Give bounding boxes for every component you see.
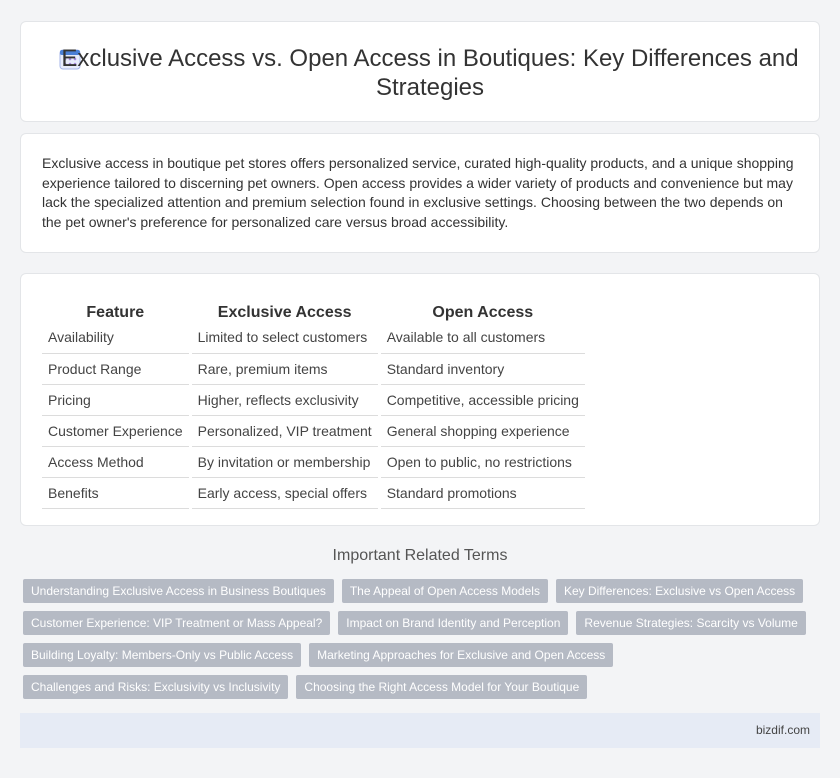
table-cell: Standard inventory [381,353,585,384]
footer [20,713,820,748]
table-cell: Early access, special offers [192,477,378,508]
related-term-link[interactable]: Understanding Exclusive Access in Business Boutiques [23,579,334,603]
table-header-row [42,295,585,322]
table-cell: General shopping experience [381,415,585,446]
table-cell: Access Method [42,446,189,477]
table-cell: Pricing [42,384,189,415]
table-cell: Customer Experience [42,415,189,446]
table-row [42,477,585,508]
table-cell: Rare, premium items [192,353,378,384]
related-term-link[interactable]: Impact on Brand Identity and Perception [338,611,568,635]
table-row [42,353,585,384]
related-term-link[interactable]: Customer Experience: VIP Treatment or Mass Appeal? [23,611,330,635]
table-cell: By invitation or membership [192,446,378,477]
related-term-link[interactable]: Building Loyalty: Members-Only vs Public Access [23,643,301,667]
tag-row [23,643,613,667]
table-cell: Limited to select customers [192,322,378,353]
title-card [20,21,820,122]
tag-row [23,675,587,699]
table-row [42,384,585,415]
table-cell: Open to public, no restrictions [381,446,585,477]
related-terms-heading: Important Related Terms [332,547,508,564]
table-cell: Competitive, accessible pricing [381,384,585,415]
table-cell: Product Range [42,353,189,384]
related-term-link[interactable]: Marketing Approaches for Exclusive and Open Access [309,643,613,667]
table-cell: Personalized, VIP treatment [192,415,378,446]
table-row [42,322,585,353]
tag-row [23,579,803,603]
related-term-link[interactable]: The Appeal of Open Access Models [342,579,548,603]
related-term-link[interactable]: Choosing the Right Access Model for Your Boutique [296,675,587,699]
column-header: Open Access [432,304,534,321]
comparison-card [20,273,820,526]
table-cell: Higher, reflects exclusivity [192,384,378,415]
column-header: Feature [86,304,145,321]
related-term-link[interactable]: Revenue Strategies: Scarcity vs Volume [576,611,805,635]
column-header: Exclusive Access [217,304,352,321]
summary-card [20,133,820,253]
table-cell: Availability [42,322,189,353]
comparison-table [42,295,585,509]
related-term-link[interactable]: Challenges and Risks: Exclusivity vs Inclusivity [23,675,288,699]
summary-text: Exclusive access in boutique pet stores offers personalized service, curated high-quality products, and a unique shopping experience tailored to discerning pet owners. Open access provides a wider variety of products and convenience but may lack the specialized attention and premium selection found in exclusive settings. Choosing between the two depends on the pet owner's preference for personalized care versus broad accessibility. [42,155,794,230]
table-row [42,415,585,446]
table-cell: Standard promotions [381,477,585,508]
related-term-link[interactable]: Key Differences: Exclusive vs Open Access [556,579,803,603]
tag-row [23,611,806,635]
table-cell: Benefits [42,477,189,508]
table-cell: Available to all customers [381,322,585,353]
site-name[interactable]: bizdif.com [755,723,810,737]
table-row [42,446,585,477]
page-title: Exclusive Access vs. Open Access in Boutiques: Key Differences and Strategies [61,45,799,101]
